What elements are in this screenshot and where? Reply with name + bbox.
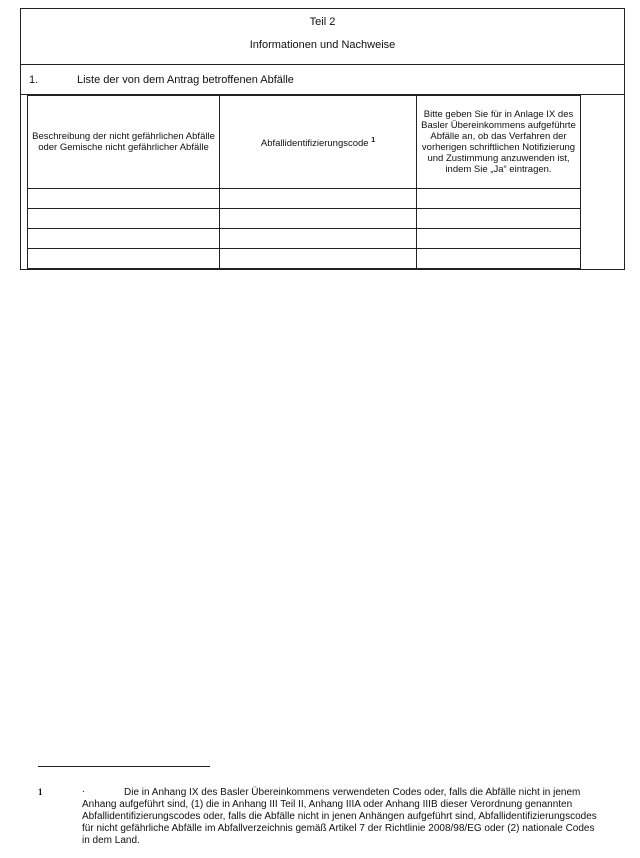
description-cell[interactable] <box>28 249 220 269</box>
header-basel-annex: Bitte geben Sie für in Anlage IX des Basler Übereinkommens aufgeführte Abfälle an, ob das Verfahren der vorherigen schriftlichen Notifizierung und Zustimmung anzuwenden ist, indem Sie „Ja“ eintragen. <box>417 96 581 189</box>
description-cell[interactable] <box>28 209 220 229</box>
part-title: Informationen und Nachweise <box>249 39 396 51</box>
basel-cell[interactable] <box>417 209 581 229</box>
part-number: Teil 2 <box>309 16 336 28</box>
part-header <box>21 9 624 65</box>
footnote-mark: 1 <box>38 787 43 797</box>
header-code-label: Abfallidentifizierungscode <box>260 138 369 150</box>
footnote-text: Die in Anhang IX des Basler Übereinkommens verwendeten Codes oder, falls die Abfälle nicht in jenem Anhang aufgeführt sind, (1) die in Anhang III Teil II, Anhang IIIA oder Anhang IIIB dieser Verordnung genannten Abfallidentifizierungscodes oder, falls die Abfälle nicht in jenen Anhängen aufgeführt sind, Abfallidentifizierungscodes für nicht gefährliche Abfälle im Abfallverzeichnis gemäß Artikel 7 der Richtlinie 2008/98/EG oder (2) nationale Codes in dem Land. <box>82 787 597 846</box>
code-cell[interactable] <box>220 209 417 229</box>
code-cell[interactable] <box>220 189 417 209</box>
table-row <box>28 229 581 249</box>
code-cell[interactable] <box>220 229 417 249</box>
table-row <box>28 189 581 209</box>
description-cell[interactable] <box>28 229 220 249</box>
header-code <box>220 96 417 189</box>
footnote-ref: 1 <box>371 136 376 144</box>
basel-cell[interactable] <box>417 229 581 249</box>
waste-table <box>27 95 581 269</box>
section-title: Liste der von dem Antrag betroffenen Abfälle <box>77 74 294 86</box>
section-number: 1. <box>29 74 39 86</box>
footnote-dot: . <box>82 784 85 795</box>
table-header-row <box>28 96 581 189</box>
code-cell[interactable] <box>220 249 417 269</box>
basel-cell[interactable] <box>417 189 581 209</box>
basel-cell[interactable] <box>417 249 581 269</box>
table-row <box>28 249 581 269</box>
form-frame <box>20 8 625 270</box>
description-cell[interactable] <box>28 189 220 209</box>
header-description: Beschreibung der nicht gefährlichen Abfälle oder Gemische nicht gefährlicher Abfälle <box>28 96 220 189</box>
table-row <box>28 209 581 229</box>
footnote-separator <box>38 766 210 767</box>
section-heading <box>21 64 624 95</box>
